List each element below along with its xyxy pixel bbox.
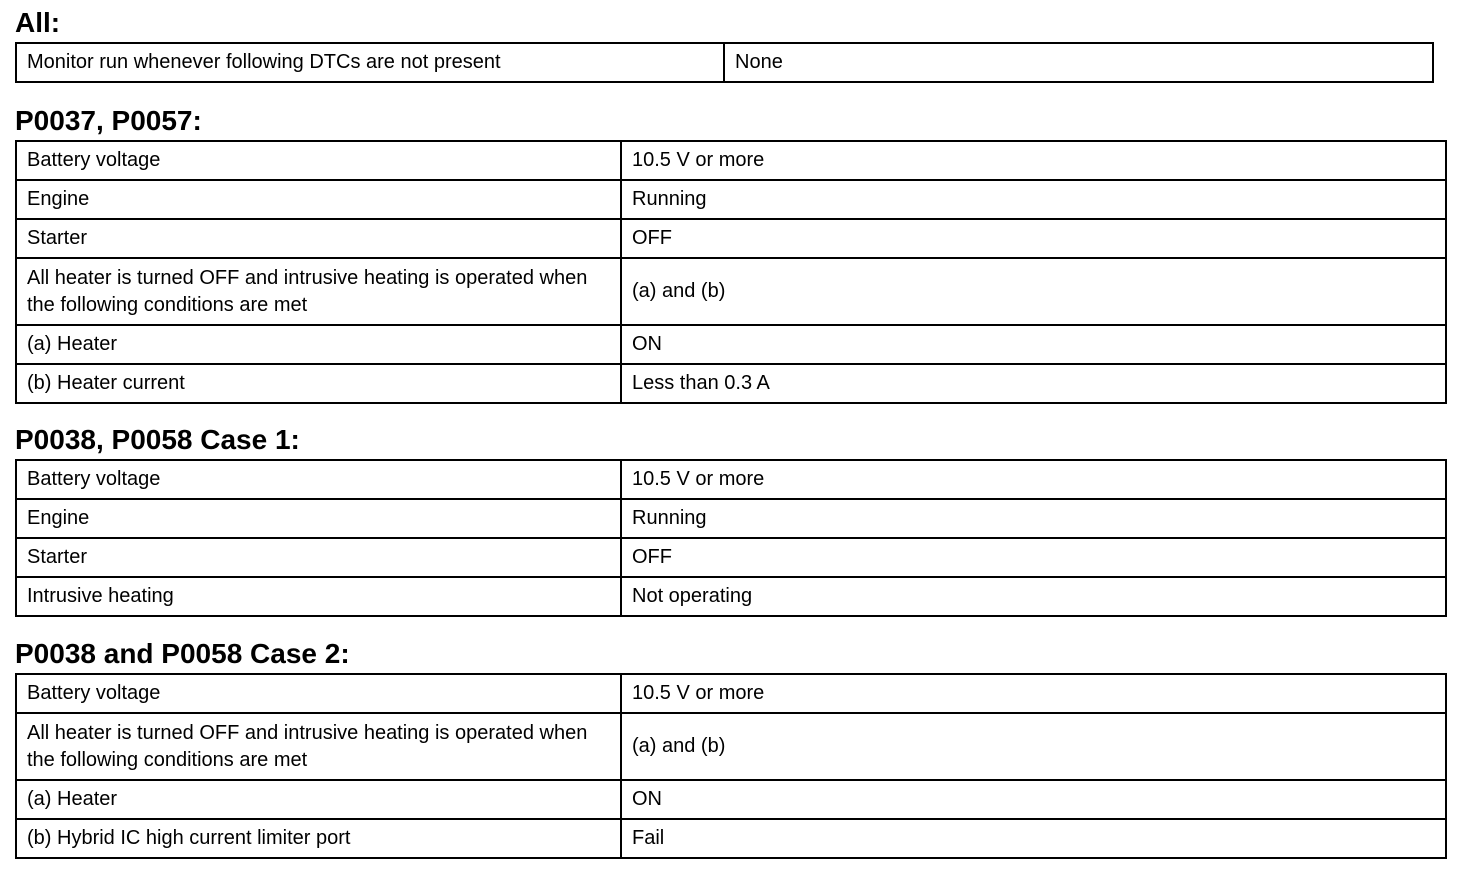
condition-cell: (b) Heater current	[16, 364, 621, 403]
condition-cell: (a) Heater	[16, 780, 621, 819]
table-row	[16, 499, 1446, 538]
section-heading-case-1: P0038, P0058 Case 1:	[15, 424, 300, 455]
value-cell: Running	[621, 499, 1446, 538]
table-row	[16, 258, 1446, 325]
section-heading-p0037-p0057: P0037, P0057:	[15, 105, 202, 136]
value-cell: ON	[621, 780, 1446, 819]
value-cell: Not operating	[621, 577, 1446, 616]
table-row	[16, 577, 1446, 616]
section-heading-case-2: P0038 and P0058 Case 2:	[15, 638, 350, 669]
condition-cell: (a) Heater	[16, 325, 621, 364]
conditions-table-case-1	[15, 459, 1447, 617]
table-row	[16, 674, 1446, 713]
condition-cell: Engine	[16, 499, 621, 538]
table-row	[16, 819, 1446, 858]
table-row	[16, 780, 1446, 819]
value-cell: OFF	[621, 219, 1446, 258]
condition-cell: Monitor run whenever following DTCs are not present	[16, 43, 724, 82]
value-cell: Fail	[621, 819, 1446, 858]
value-cell: 10.5 V or more	[621, 141, 1446, 180]
table-row	[16, 43, 1433, 82]
condition-cell: Starter	[16, 538, 621, 577]
value-cell: Running	[621, 180, 1446, 219]
conditions-table-all	[15, 42, 1434, 83]
value-cell: (a) and (b)	[621, 258, 1446, 325]
table-row	[16, 141, 1446, 180]
value-cell: None	[724, 43, 1433, 82]
condition-cell: All heater is turned OFF and intrusive heating is operated when the following conditions are met	[16, 258, 621, 325]
table-row	[16, 538, 1446, 577]
value-cell: 10.5 V or more	[621, 674, 1446, 713]
section-heading-all: All:	[15, 7, 61, 38]
condition-cell: Battery voltage	[16, 674, 621, 713]
value-cell: 10.5 V or more	[621, 460, 1446, 499]
condition-cell: Battery voltage	[16, 460, 621, 499]
condition-cell: (b) Hybrid IC high current limiter port	[16, 819, 621, 858]
condition-cell: Battery voltage	[16, 141, 621, 180]
table-row	[16, 219, 1446, 258]
condition-cell: Intrusive heating	[16, 577, 621, 616]
table-row	[16, 180, 1446, 219]
condition-cell: Starter	[16, 219, 621, 258]
table-row	[16, 460, 1446, 499]
table-row	[16, 713, 1446, 780]
condition-cell: Engine	[16, 180, 621, 219]
conditions-table-p0037-p0057	[15, 140, 1447, 404]
value-cell: OFF	[621, 538, 1446, 577]
table-row	[16, 325, 1446, 364]
condition-cell: All heater is turned OFF and intrusive heating is operated when the following conditions are met	[16, 713, 621, 780]
value-cell: ON	[621, 325, 1446, 364]
conditions-table-case-2	[15, 673, 1447, 859]
value-cell: (a) and (b)	[621, 713, 1446, 780]
value-cell: Less than 0.3 A	[621, 364, 1446, 403]
table-row	[16, 364, 1446, 403]
